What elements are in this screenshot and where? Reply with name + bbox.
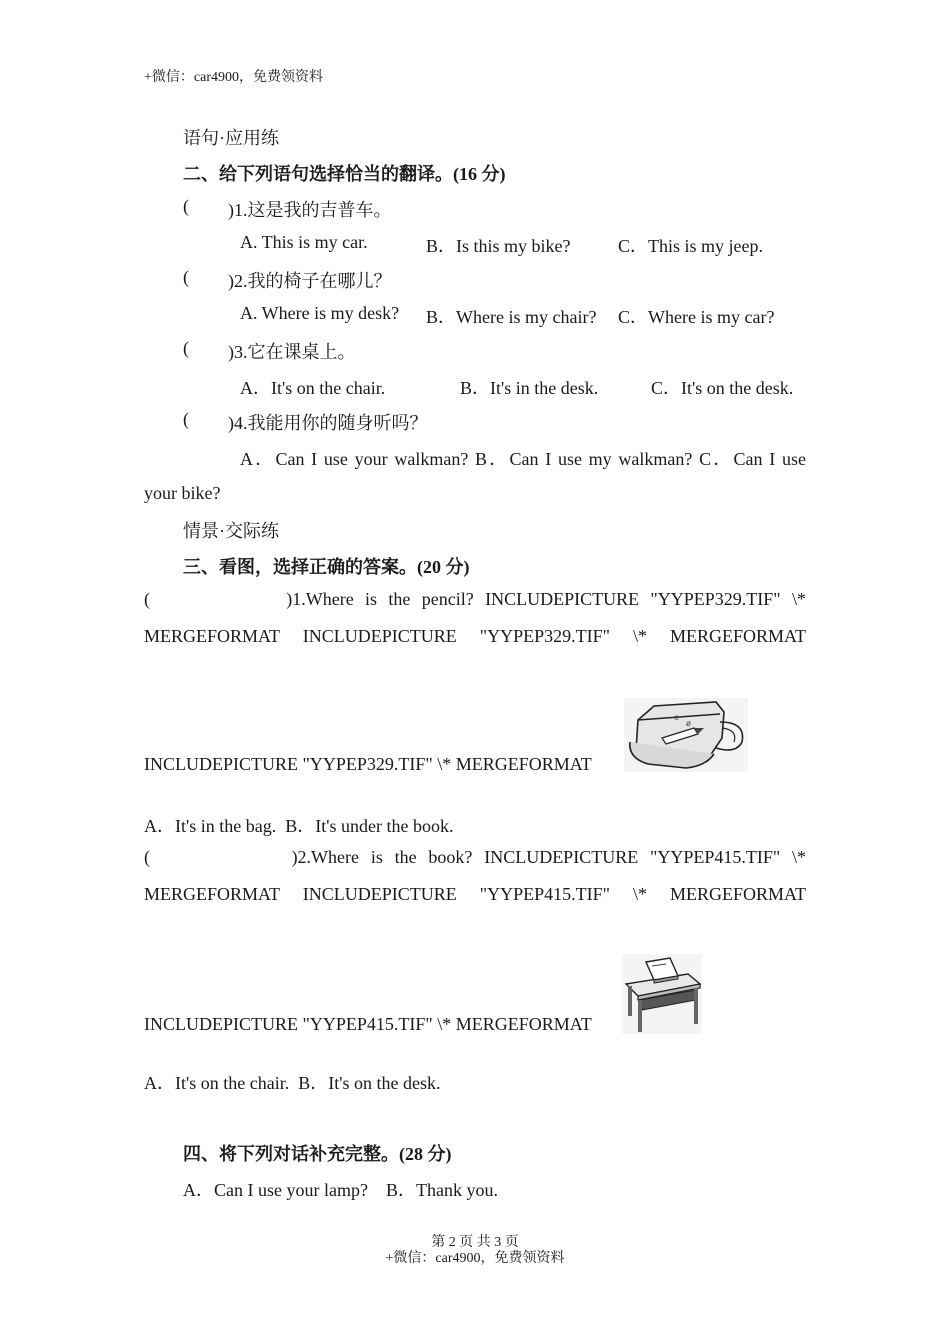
question-1-option-c: C．This is my jeep. — [618, 236, 763, 256]
question-3-option-b: B．It's in the desk. — [460, 378, 599, 398]
question-4-stem: )4.我能用你的随身听吗？ — [228, 413, 428, 433]
section-c-options: A．Can I use your lamp? B．Thank you. — [183, 1180, 498, 1200]
question-3-option-a: A．It's on the chair. — [240, 378, 386, 398]
question-4-options-line-1: A．Can I use your walkman? B．Can I use my walkman? C．Can I use — [240, 449, 806, 469]
question-3-option-c: C．It's on the desk. — [651, 378, 794, 398]
question-2-option-c: C．Where is my car? — [618, 307, 775, 327]
question-3-stem: )3.它在课桌上。 — [228, 342, 356, 362]
picture-question-1-line-1: ( )1.Where is the pencil? INCLUDEPICTURE "YYPEP329.TIF" \* — [144, 589, 806, 609]
section-b-subtitle: 情景·交际练 — [183, 521, 279, 541]
question-1-option-a: A. This is my car. — [240, 232, 368, 252]
question-2-option-a: A. Where is my desk? — [240, 303, 400, 323]
section-a-subtitle: 语句·应用练 — [183, 128, 279, 148]
bag-with-pencil-image — [624, 698, 748, 772]
svg-text:ø: ø — [686, 719, 691, 728]
section-c-title: 四、将下列对话补充完整。(28 分) — [183, 1144, 452, 1164]
picture-question-2-line-2: MERGEFORMAT INCLUDEPICTURE "YYPEP415.TIF" \* MERGEFORMAT — [144, 884, 806, 904]
question-2-paren: ( — [183, 267, 189, 287]
question-3-paren: ( — [183, 338, 189, 358]
question-4-paren: ( — [183, 409, 189, 429]
question-1-option-b: B．Is this my bike? — [426, 236, 571, 256]
picture-question-1-line-2: MERGEFORMAT INCLUDEPICTURE "YYPEP329.TIF" \* MERGEFORMAT — [144, 626, 806, 646]
question-4-options-line-2: your bike? — [144, 483, 221, 503]
question-1-stem: )1.这是我的吉普车。 — [228, 200, 392, 220]
question-1-paren: ( — [183, 196, 189, 216]
question-2-stem: )2.我的椅子在哪儿？ — [228, 271, 392, 291]
picture-question-2-line-3: INCLUDEPICTURE "YYPEP415.TIF" \* MERGEFORMAT — [144, 1014, 592, 1034]
section-a-title: 二、给下列语句选择恰当的翻译。(16 分) — [183, 164, 506, 184]
picture-question-2-line-1: ( )2.Where is the book? INCLUDEPICTURE "YYPEP415.TIF" \* — [144, 847, 806, 867]
picture-question-2-answers: A．It's on the chair. B．It's on the desk. — [144, 1073, 441, 1093]
footer-watermark: +微信：car4900，免费领资料 — [385, 1251, 565, 1266]
section-b-title: 三、看图，选择正确的答案。(20 分) — [183, 557, 470, 577]
book-on-desk-image — [622, 954, 702, 1034]
question-2-option-b: B．Where is my chair? — [426, 307, 597, 327]
page-number: 第 2 页 共 3 页 — [431, 1235, 519, 1250]
header-watermark: +微信：car4900，免费领资料 — [144, 70, 323, 85]
picture-question-1-answers: A．It's in the bag. B．It's under the book. — [144, 816, 454, 836]
picture-question-1-line-3: INCLUDEPICTURE "YYPEP329.TIF" \* MERGEFORMAT — [144, 754, 592, 774]
svg-text:o: o — [674, 713, 679, 722]
